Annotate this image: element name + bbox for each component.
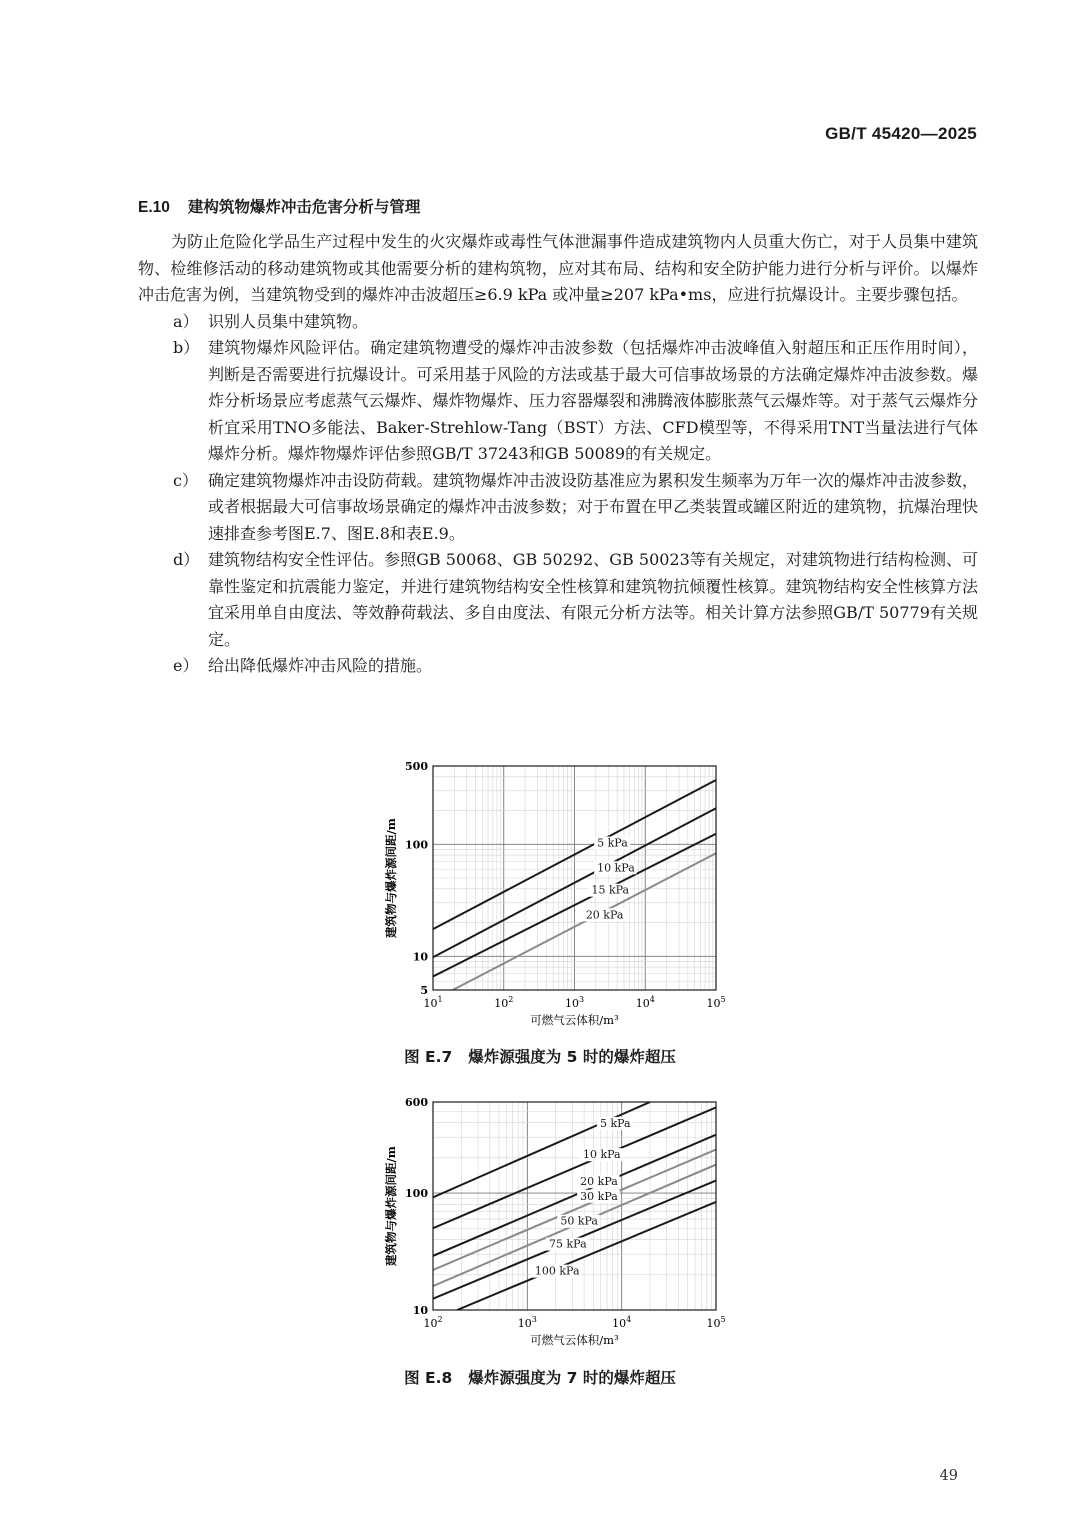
figure-e8-caption [0,1366,1080,1388]
figure-e8-caption-text: 爆炸源强度为 7 时的爆炸超压 [468,1369,676,1387]
list-item-c [138,468,978,548]
figure-e7-caption-text: 爆炸源强度为 5 时的爆炸超压 [468,1048,676,1066]
figure-e7-number: 图 E.7 [404,1048,453,1066]
series-label: 10 kPa [582,1148,621,1162]
series-label: 20 kPa [585,908,624,922]
figure-e8-number: 图 E.8 [404,1369,453,1387]
y-tick-label: 100 [405,838,428,852]
series-label: 5 kPa [597,836,628,850]
list-marker: e） [173,656,199,675]
x-tick-label [423,995,442,1010]
y-tick-label: 10 [412,1304,428,1317]
y-axis-label: 建筑物与爆炸源间距/m [384,1146,398,1266]
y-axis-label: 建筑物与爆炸源间距/m [384,818,398,938]
figure-e7-chart [380,758,740,1033]
x-tick-exponent: 2 [508,995,514,1004]
x-tick-exponent: 2 [437,1315,443,1324]
list-item-text: 建筑物结构安全性评估。参照GB 50068、GB 50292、GB 50023等有关规定，对建筑物进行结构检测、可靠性鉴定和抗震能力鉴定，并进行建筑物结构安全性核算和建筑物抗倾覆性核算。建筑物结构安全性核算方法宜采用单自由度法、等效静荷载法、多自由度法、有限元分析方法等。相关计算方法参照GB/T 50779有关规定。 [208,550,978,649]
x-tick-exponent: 1 [437,995,443,1004]
series-label: 75 kPa [549,1237,587,1251]
x-tick-label [565,995,584,1010]
x-tick-label [706,1315,725,1330]
series-label: 50 kPa [560,1214,598,1228]
list-marker: b） [173,338,200,357]
list-marker: a） [173,311,199,331]
y-tick-label: 100 [405,1187,428,1201]
series-label: 5 kPa [599,1116,631,1130]
list-item-text: 识别人员集中建筑物。 [208,311,369,331]
x-tick-exponent: 4 [626,1315,632,1324]
x-tick-label [706,995,725,1010]
x-tick-base: 10 [494,997,509,1010]
figure-e8 [380,1092,740,1354]
x-tick-base: 10 [423,1317,438,1330]
x-tick-base: 10 [423,997,438,1010]
series-label: 30 kPa [580,1189,618,1203]
page-number: 49 [939,1468,958,1484]
series-label: 20 kPa [580,1175,618,1189]
x-tick-base: 10 [706,1317,721,1330]
figure-e7 [380,758,740,1033]
section-heading [138,195,420,217]
x-tick-label [612,1315,631,1330]
list-item-text: 建筑物爆炸风险评估。确定建筑物遭受的爆炸冲击波参数（包括爆炸冲击波峰值入射超压和正压作用时间），判断是否需要进行抗爆设计。可采用基于风险的方法或基于最大可信事故场景的方法确定爆炸冲击波参数。爆炸分析场景应考虑蒸气云爆炸、爆炸物爆炸、压力容器爆裂和沸腾液体膨胀蒸气云爆炸等。对于蒸气云爆炸分析宜采用TNO多能法、Baker-Strehlow-Tang（BST）方法、CFD模型等，不得采用TNT当量法进行气体爆炸分析。爆炸物爆炸评估参照GB/T 37243和GB 50089的有关规定。 [208,338,978,463]
list-item-text: 给出降低爆炸冲击风险的措施。 [208,656,433,675]
x-tick-exponent: 5 [720,1315,726,1324]
x-tick-base: 10 [706,997,721,1010]
y-tick-label: 600 [405,1096,428,1109]
figure-e8-chart [380,1092,740,1354]
list-marker: d） [173,550,200,569]
series-group [433,1102,716,1310]
y-tick-label: 5 [420,984,428,997]
list-item-a [138,309,978,336]
x-tick-base: 10 [612,1317,627,1330]
standard-number: GB/T 45420—2025 [825,124,977,143]
gridlines [433,1102,716,1310]
steps-list [138,309,978,680]
x-axis-label: 可燃气云体积/m³ [530,1013,619,1027]
series-line [453,853,716,990]
x-tick-base: 10 [564,997,579,1010]
section-title: 建构筑物爆炸冲击危害分析与管理 [187,198,421,216]
series-label: 10 kPa [597,861,635,875]
list-item-d [138,547,978,653]
y-tick-label: 10 [412,950,428,964]
x-tick-label [494,995,513,1010]
x-tick-base: 10 [517,1317,532,1330]
x-axis-label: 可燃气云体积/m³ [530,1333,619,1347]
series-label: 15 kPa [591,883,630,897]
x-tick-exponent: 4 [649,995,655,1004]
y-tick-label: 500 [405,760,428,773]
section-number: E.10 [138,199,170,216]
section-body [138,229,978,680]
list-item-b [138,335,978,468]
x-tick-base: 10 [635,997,650,1010]
x-tick-exponent: 5 [720,995,726,1004]
x-tick-label [518,1315,537,1330]
gridlines [433,766,716,990]
x-tick-exponent: 3 [578,995,585,1004]
list-marker: c） [173,470,198,490]
x-tick-label [423,1315,442,1330]
x-tick-exponent: 3 [531,1315,537,1324]
intro-paragraph: 为防止危险化学品生产过程中发生的火灾爆炸或毒性气体泄漏事件造成建筑物内人员重大伤亡，对于人员集中建筑物、检维修活动的移动建筑物或其他需要分析的建构筑物，应对其布局、结构和安全防护能力进行分析与评价。以爆炸冲击危害为例，当建筑物受到的爆炸冲击波超压≥6.9 kPa 或冲量≥207 kPa•ms，应进行抗爆设计。主要步骤包括。 [138,232,978,304]
series-label: 100 kPa [534,1264,580,1278]
list-item-text: 确定建筑物爆炸冲击设防荷载。建筑物爆炸冲击波设防基准应为累积发生频率为万年一次的爆炸冲击波参数，或者根据最大可信事故场景确定的爆炸冲击波参数；对于布置在甲乙类装置或罐区附近的建筑物，抗爆治理快速排查参考图E.7、图E.8和表E.9。 [208,470,978,543]
plot-frame [433,1102,716,1310]
figure-e7-caption [0,1045,1080,1067]
list-item-e [138,653,978,680]
x-tick-label [636,995,655,1010]
